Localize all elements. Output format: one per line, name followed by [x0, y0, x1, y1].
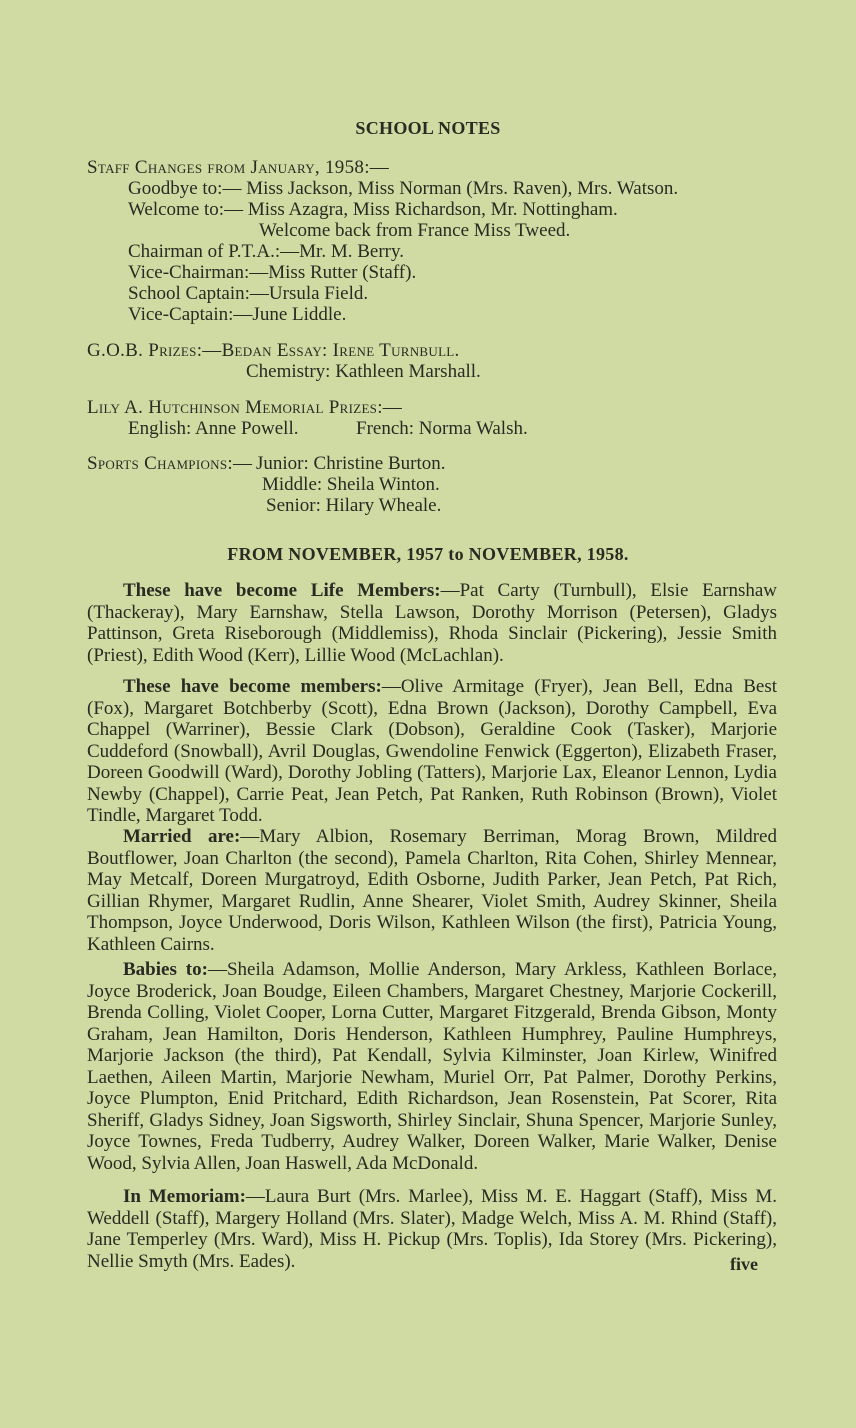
married-paragraph [87, 826, 777, 955]
chairman-line: Chairman of P.T.A.:—Mr. M. Berry. [128, 241, 405, 262]
married-text: —Mary Albion, Rosemary Berriman, Morag Brown, Mildred Boutflower, Joan Charlton (the second), Pamela Charlton, Rita Cohen, Shirley Mennear, May Metcalf, Doreen Murgatroyd, Edith Osborne, Judith Parker, Jean Petch, Pat Rich, Gillian Rhymer, Margaret Rudlin, Anne Shearer, Violet Smith, Audrey Skinner, Sheila Thompson, Joyce Underwood, Doris Wilson, Kathleen Wilson (the first), Patricia Young, Kathleen Cairns. [87, 826, 777, 955]
goodbye-line: Goodbye to:— Miss Jackson, Miss Norman (Mrs. Raven), Mrs. Watson. [128, 178, 679, 199]
chemistry-prize: Chemistry: Kathleen Marshall. [246, 361, 481, 382]
welcome-line: Welcome to:— Miss Azagra, Miss Richardson, Mr. Nottingham. [128, 199, 618, 220]
life-members-paragraph [87, 580, 777, 666]
period-subtitle: FROM NOVEMBER, 1957 to NOVEMBER, 1958. [227, 544, 629, 564]
members-lead: These have become members: [123, 676, 382, 697]
memoriam-lead: In Memoriam: [123, 1186, 246, 1207]
french-prize: French: Norma Walsh. [356, 418, 528, 439]
senior-champion: Senior: Hilary Wheale. [266, 495, 442, 516]
vice-captain-line: Vice-Captain:—June Liddle. [128, 304, 347, 325]
babies-paragraph [87, 959, 777, 1174]
junior-champion: Junior: Christine Burton. [256, 453, 446, 474]
babies-lead: Babies to: [123, 959, 208, 980]
married-lead: Married are: [123, 826, 241, 847]
babies-text: —Sheila Adamson, Mollie Anderson, Mary Arkless, Kathleen Borlace, Joyce Broderick, Joan Boudge, Eileen Chambers, Margaret Chestney, Marjorie Cockerill, Brenda Colling, Violet Cooper, Lorna Cutter, Margaret Fitzgerald, Brenda Gibson, Monty Graham, Jean Hamilton, Doris Henderson, Kathleen Humphrey, Pauline Humphreys, Marjorie Jackson (the third), Pat Kendall, Sylvia Kilminster, Joan Kirlew, Winifred Laethen, Aileen Martin, Marjorie Newham, Muriel Orr, Pat Palmer, Dorothy Perkins, Joyce Plumpton, Enid Pritchard, Edith Richardson, Jean Rosenstein, Pat Scorer, Rita Sheriff, Gladys Sidney, Joan Sigsworth, Shirley Sinclair, Shuna Spencer, Marjorie Sunley, Joyce Townes, Freda Tudberry, Audrey Walker, Doreen Walker, Marie Walker, Denise Wood, Sylvia Allen, Joan Haswell, Ada McDonald. [87, 959, 778, 1174]
staff-changes-heading: Staff Changes from January, 1958:— [87, 157, 390, 178]
school-captain-line: School Captain:—Ursula Field. [128, 283, 369, 304]
english-prize: English: Anne Powell. [128, 418, 299, 439]
members-text: —Olive Armitage (Fryer), Jean Bell, Edna Best (Fox), Margaret Botchberby (Scott), Edna Brown (Jackson), Dorothy Campbell, Eva Chappel (Warriner), Bessie Clark (Dobson), Geraldine Cook (Tasker), Marjorie Cuddeford (Snowball), Avril Douglas, Gwendoline Fenwick (Eggerton), Elizabeth Fraser, Doreen Goodwill (Ward), Dorothy Jobling (Tatters), Marjorie Lax, Eleanor Lennon, Lydia Newby (Chappel), Carrie Peat, Jean Petch, Pat Ranken, Ruth Robinson (Brown), Violet Tindle, Margaret Todd. [87, 676, 778, 826]
page-title: SCHOOL NOTES [355, 118, 501, 138]
memoriam-text: —Laura Burt (Mrs. Marlee), Miss M. E. Haggart (Staff), Miss M. Weddell (Staff), Margery Holland (Mrs. Slater), Madge Welch, Miss A. M. Rhind (Staff), Jane Temperley (Mrs. Ward), Miss H. Pickup (Mrs. Toplis), Ida Storey (Mrs. Pickering), Nellie Smyth (Mrs. Eades). [87, 1186, 777, 1272]
welcome-back-line: Welcome back from France Miss Tweed. [259, 220, 571, 241]
middle-champion: Middle: Sheila Winton. [262, 474, 440, 495]
life-members-lead: These have become Life Members: [123, 580, 441, 601]
members-paragraph [87, 676, 777, 827]
bedan-prize: Bedan Essay: Irene Turnbull. [221, 340, 460, 361]
memoriam-paragraph [87, 1186, 777, 1272]
lily-prizes-heading: Lily A. Hutchinson Memorial Prizes:— [87, 397, 403, 418]
vice-chairman-line: Vice-Chairman:—Miss Rutter (Staff). [128, 262, 417, 283]
page-number: five [730, 1254, 758, 1274]
life-members-text: —Pat Carty (Turnbull), Elsie Earnshaw (Thackeray), Mary Earnshaw, Stella Lawson, Dorothy Morrison (Petersen), Gladys Pattinson, Greta Riseborough (Middlemiss), Rhoda Sinclair (Pickering), Jessie Smith (Priest), Edith Wood (Kerr), Lillie Wood (McLachlan). [87, 580, 777, 666]
gob-prizes-label: G.O.B. Prizes:— [87, 340, 222, 361]
sports-champions-label: Sports Champions:— [87, 453, 253, 474]
gob-prizes-line [87, 340, 460, 361]
